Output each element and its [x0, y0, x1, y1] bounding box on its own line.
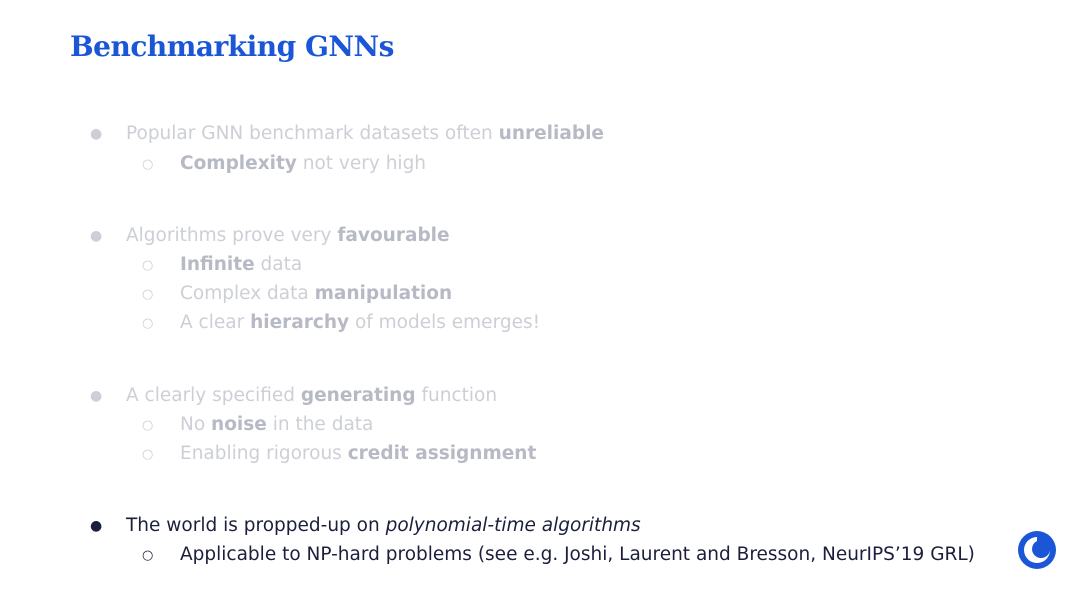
bullet-marker: ● — [90, 518, 103, 534]
sub-bullet-item — [142, 413, 373, 439]
sub-bullet-emphasis: Complexity — [180, 153, 297, 174]
sub-bullet-marker: ○ — [142, 418, 154, 433]
sub-bullet-emphasis: credit assignment — [347, 443, 537, 464]
bullet-text: Algorithms prove very — [126, 225, 338, 246]
sub-bullet-text: data — [254, 254, 303, 275]
sub-bullet-item — [142, 152, 426, 178]
bullet-item-active — [90, 514, 641, 539]
sub-bullet-item-active — [142, 543, 975, 569]
sub-bullet-text: Complex data — [180, 283, 315, 304]
sub-bullet-marker: ○ — [142, 258, 154, 273]
sub-bullet-text-tail: of models emerges! — [349, 312, 541, 333]
sub-bullet-emphasis: manipulation — [314, 283, 453, 304]
bullet-text-tail: function — [415, 385, 498, 406]
bullet-text: A clearly specified — [126, 385, 301, 406]
bullet-emphasis-italic: polynomial-time algorithms — [385, 515, 641, 536]
sub-bullet-marker: ○ — [142, 157, 154, 172]
bullet-item — [90, 384, 497, 409]
bullet-emphasis: unreliable — [498, 123, 604, 144]
sub-bullet-item — [142, 311, 540, 337]
bullet-item — [90, 122, 604, 147]
bullet-emphasis: generating — [300, 385, 416, 406]
sub-bullet-text: not very high — [296, 153, 427, 174]
sub-bullet-text: No — [180, 414, 212, 435]
bullet-text: Popular GNN benchmark datasets often — [126, 123, 499, 144]
sub-bullet-marker: ○ — [142, 316, 154, 331]
bullet-marker: ● — [90, 388, 103, 404]
sub-bullet-marker: ○ — [142, 287, 154, 302]
bullet-emphasis: favourable — [337, 225, 450, 246]
bullet-marker: ● — [90, 126, 103, 142]
sub-bullet-emphasis: Infinite — [180, 254, 255, 275]
sub-bullet-text-tail: in the data — [266, 414, 374, 435]
sub-bullet-item — [142, 253, 302, 279]
sub-bullet-text: A clear — [180, 312, 251, 333]
bullet-text: The world is propped-up on — [126, 515, 386, 536]
sub-bullet-emphasis: hierarchy — [250, 312, 350, 333]
sub-bullet-text: Enabling rigorous — [180, 443, 348, 464]
deepmind-logo-icon — [1017, 530, 1057, 570]
sub-bullet-emphasis: noise — [211, 414, 267, 435]
bullet-marker: ● — [90, 228, 103, 244]
slide-title: Benchmarking GNNs — [70, 30, 394, 63]
sub-bullet-item — [142, 282, 452, 308]
sub-bullet-item — [142, 442, 536, 468]
sub-bullet-text: Applicable to NP-hard problems (see e.g. Joshi, Laurent and Bresson, NeurIPS’19 GRL) — [180, 544, 975, 565]
sub-bullet-marker: ○ — [142, 447, 154, 462]
bullet-item — [90, 224, 450, 249]
sub-bullet-marker: ○ — [142, 548, 154, 563]
